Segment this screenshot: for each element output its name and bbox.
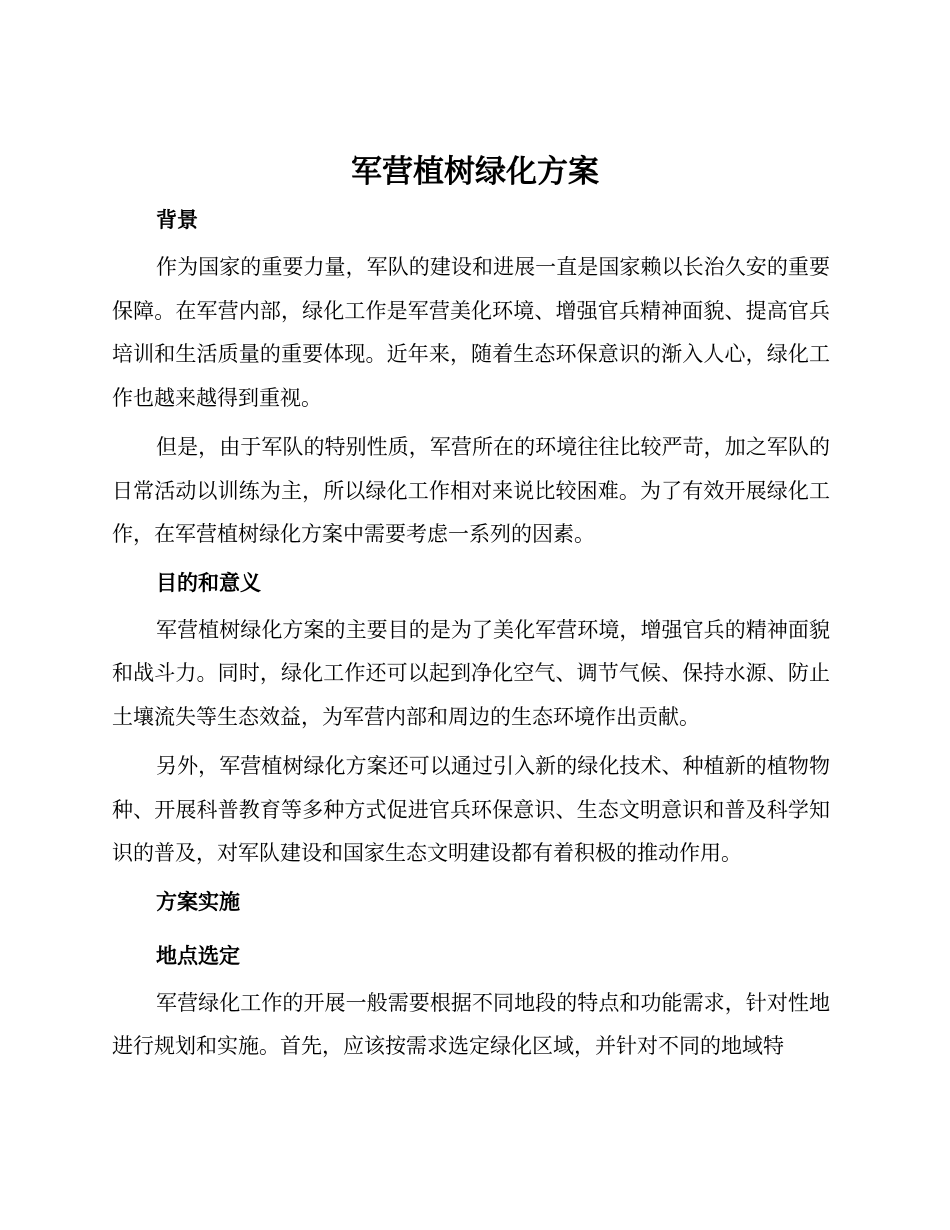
document-body — [112, 200, 830, 1069]
section-heading-site-selection: 地点选定 — [156, 943, 240, 968]
document-title: 军营植树绿化方案 — [351, 154, 599, 190]
section-heading-implementation: 方案实施 — [156, 889, 240, 914]
section-heading-purpose: 目的和意义 — [156, 570, 261, 595]
paragraph: 另外，军营植树绿化方案还可以通过引入新的绿化技术、种植新的植物物种、开展科普教育等多种方式促进官兵环保意识、生态文明意识和普及科学知识的普及，对军队建设和国家生态文明建设都有着积极的推动作用。 — [112, 754, 830, 865]
paragraph: 军营植树绿化方案的主要目的是为了美化军营环境，增强官兵的精神面貌和战斗力。同时，绿化工作还可以起到净化空气、调节气候、保持水源、防止土壤流失等生态效益，为军营内部和周边的生态环境作出贡献。 — [112, 617, 830, 729]
paragraph: 作为国家的重要力量，军队的建设和进展一直是国家赖以长治久安的重要保障。在军营内部，绿化工作是军营美化环境、增强官兵精神面貌、提高官兵培训和生活质量的重要体现。近年来，随着生态环保意识的渐入人心，绿化工作也越来越得到重视。 — [112, 255, 830, 410]
paragraph: 但是，由于军队的特别性质，军营所在的环境往往比较严苛，加之军队的日常活动以训练为主，所以绿化工作相对来说比较困难。为了有效开展绿化工作，在军营植树绿化方案中需要考虑一系列的因素。 — [112, 435, 830, 546]
paragraph: 军营绿化工作的开展一般需要根据不同地段的特点和功能需求，针对性地进行规划和实施。首先，应该按需求选定绿化区域，并针对不同的地域特 — [112, 990, 830, 1058]
section-heading-background: 背景 — [156, 208, 198, 232]
